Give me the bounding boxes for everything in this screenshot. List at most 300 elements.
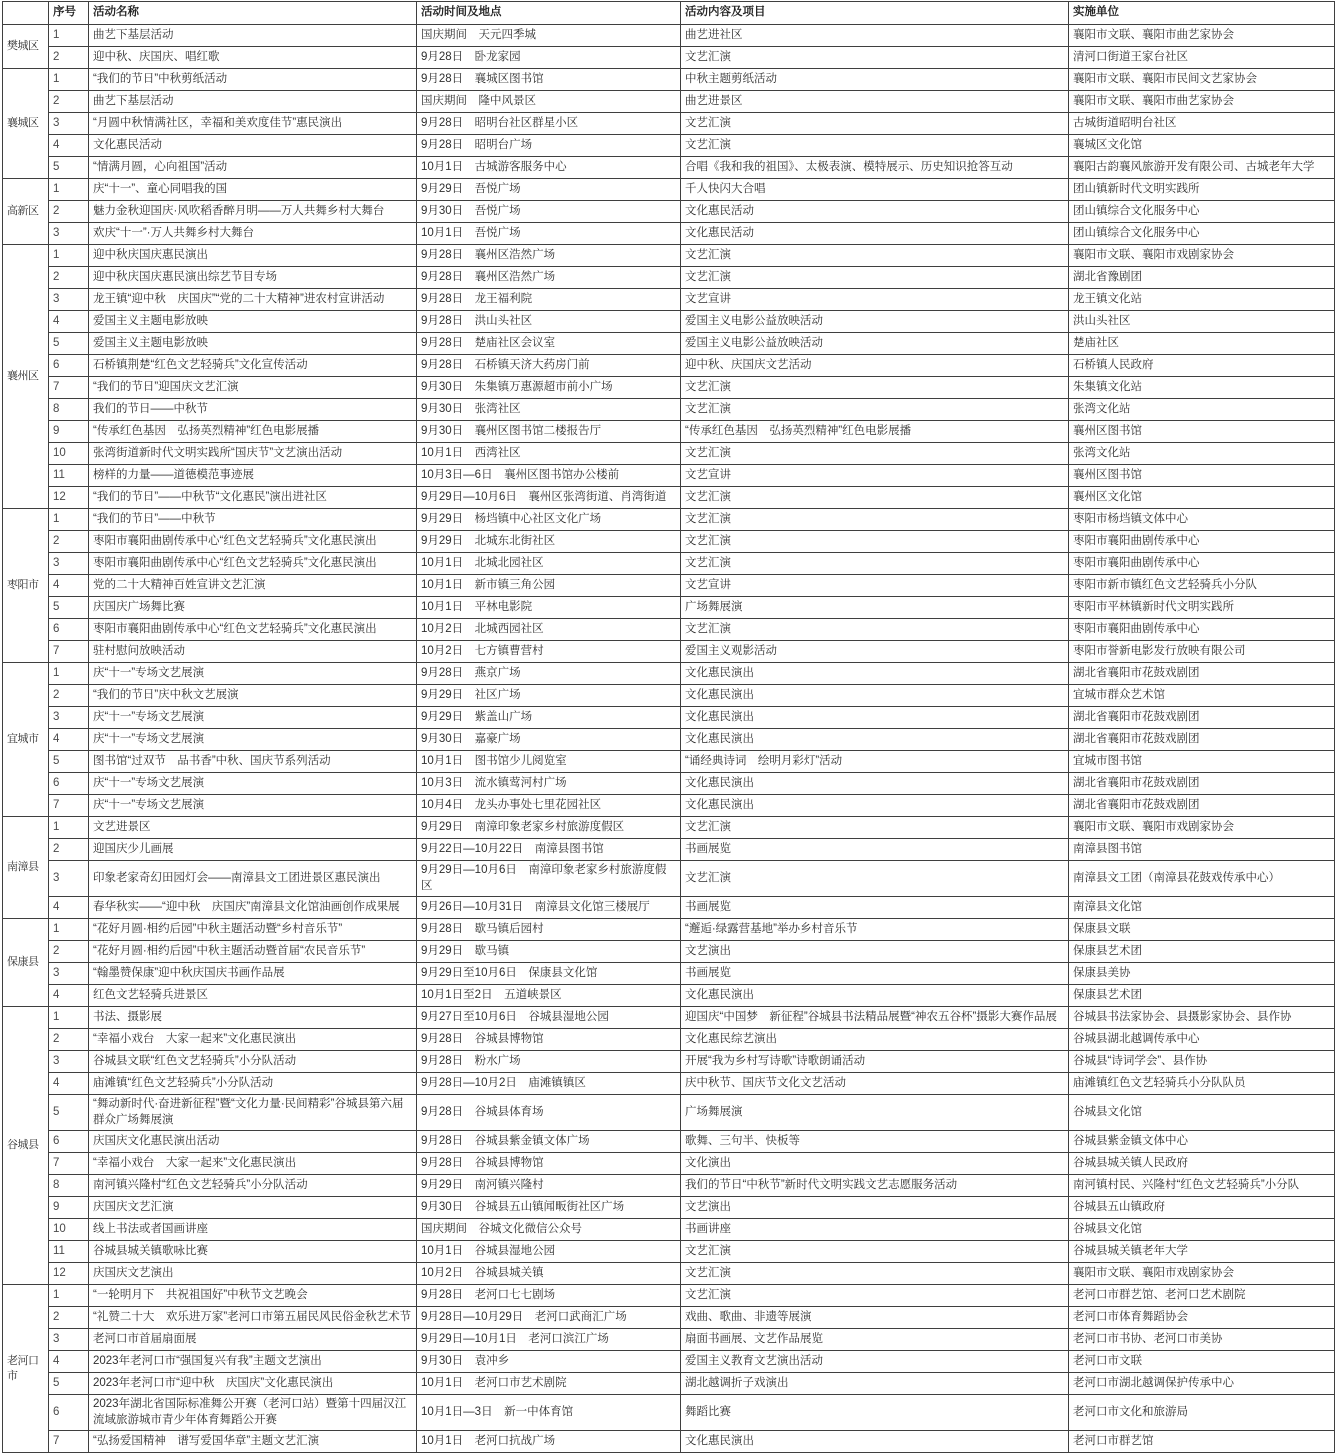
cell-name: 庆“十一”专场文艺展演 (89, 795, 417, 817)
cell-unit: 谷城县紫金镇文体中心 (1069, 1131, 1335, 1153)
time-place-header: 活动时间及地点 (417, 2, 681, 25)
cell-unit: 团山镇新时代文明实践所 (1069, 179, 1335, 201)
cell-time: 10月3日 流水镇莺河村广场 (417, 773, 681, 795)
cell-content: 文艺汇演 (681, 1285, 1069, 1307)
table-row (3, 795, 1335, 817)
cell-time: 9月29日 紫盖山广场 (417, 707, 681, 729)
cell-unit: 襄州区文化馆 (1069, 487, 1335, 509)
table-row (3, 897, 1335, 919)
cell-content: 文艺汇演 (681, 47, 1069, 69)
cell-time: 9月28日 昭明台广场 (417, 135, 681, 157)
cell-seq: 4 (49, 311, 89, 333)
cell-seq: 7 (49, 641, 89, 663)
cell-seq: 6 (49, 355, 89, 377)
cell-name: “我们的节日”——中秋节“文化惠民”演出进社区 (89, 487, 417, 509)
cell-seq: 6 (49, 1395, 89, 1431)
cell-name: 2023年湖北省国际标准舞公开赛（老河口站）暨第十四届汉江流域旅游城市青少年体育舞蹈公开赛 (89, 1395, 417, 1431)
table-row (3, 751, 1335, 773)
cell-time: 10月1日 吾悦广场 (417, 223, 681, 245)
cell-seq: 3 (49, 963, 89, 985)
cell-unit: 清河口街道王家台社区 (1069, 47, 1335, 69)
cell-seq: 9 (49, 421, 89, 443)
table-row (3, 531, 1335, 553)
cell-content: 合唱《我和我的祖国》、太极表演、模特展示、历史知识抢答互动 (681, 157, 1069, 179)
cell-time: 9月28日 石桥镇天济大药房门前 (417, 355, 681, 377)
cell-time: 9月29日—10月6日 南漳印象老家乡村旅游度假区 (417, 861, 681, 897)
cell-content: 文艺宣讲 (681, 575, 1069, 597)
cell-seq: 4 (49, 1073, 89, 1095)
table-row (3, 377, 1335, 399)
cell-seq: 1 (49, 69, 89, 91)
cell-unit: 枣阳市杨垱镇文体中心 (1069, 509, 1335, 531)
cell-name: 驻村慰问放映活动 (89, 641, 417, 663)
cell-name: 龙王镇“迎中秋 庆国庆”“党的二十大精神”进农村宣讲活动 (89, 289, 417, 311)
cell-time: 9月28日 谷城县紫金镇文体广场 (417, 1131, 681, 1153)
cell-unit: 枣阳市新市镇红色文艺轻骑兵小分队 (1069, 575, 1335, 597)
cell-seq: 3 (49, 553, 89, 575)
cell-time: 9月30日 襄州区图书馆二楼报告厅 (417, 421, 681, 443)
cell-name: “我们的节日”庆中秋文艺展演 (89, 685, 417, 707)
table-row (3, 619, 1335, 641)
table-row (3, 773, 1335, 795)
cell-seq: 3 (49, 113, 89, 135)
cell-name: 庆“十一”专场文艺展演 (89, 773, 417, 795)
cell-seq: 3 (49, 1051, 89, 1073)
cell-name: “月圆中秋情满社区，幸福和美欢度佳节”惠民演出 (89, 113, 417, 135)
cell-seq: 1 (49, 1285, 89, 1307)
cell-seq: 2 (49, 531, 89, 553)
cell-time: 9月28日—10月2日 庙滩镇镇区 (417, 1073, 681, 1095)
table-row (3, 1153, 1335, 1175)
cell-name: “我们的节日”——中秋节 (89, 509, 417, 531)
cell-name: “传承红色基因 弘扬英烈精神”红色电影展播 (89, 421, 417, 443)
cell-seq: 1 (49, 245, 89, 267)
cell-name: 红色文艺轻骑兵进景区 (89, 985, 417, 1007)
cell-name: 爱国主义主题电影放映 (89, 333, 417, 355)
cell-content: 文化惠民演出 (681, 729, 1069, 751)
table-row (3, 575, 1335, 597)
cell-name: 迎中秋、庆国庆、唱红歌 (89, 47, 417, 69)
name-header: 活动名称 (89, 2, 417, 25)
cell-name: “弘扬爱国精神 谱写爱国华章”主题文艺汇演 (89, 1431, 417, 1453)
cell-unit: 湖北省襄阳市花鼓戏剧团 (1069, 707, 1335, 729)
cell-time: 9月29日 歇马镇 (417, 941, 681, 963)
table-row (3, 963, 1335, 985)
table-row (3, 1131, 1335, 1153)
cell-unit: 襄城区文化馆 (1069, 135, 1335, 157)
cell-seq: 2 (49, 685, 89, 707)
cell-seq: 5 (49, 333, 89, 355)
cell-content: 文艺汇演 (681, 399, 1069, 421)
cell-time: 10月1日至2日 五道峡景区 (417, 985, 681, 1007)
cell-time: 9月30日 谷城县五山镇闻畈街社区广场 (417, 1197, 681, 1219)
table-row (3, 509, 1335, 531)
seq-header: 序号 (49, 2, 89, 25)
cell-content: 庆中秋节、国庆节文化文艺活动 (681, 1073, 1069, 1095)
cell-content: 爱国主义观影活动 (681, 641, 1069, 663)
cell-name: “礼赞二十大 欢乐进万家”老河口市第五届民风民俗金秋艺术节 (89, 1307, 417, 1329)
cell-seq: 2 (49, 941, 89, 963)
cell-content: 迎国庆“中国梦 新征程”谷城县书法精品展暨“神农五谷杯”摄影大赛作品展 (681, 1007, 1069, 1029)
table-row (3, 707, 1335, 729)
cell-seq: 11 (49, 465, 89, 487)
table-row (3, 1307, 1335, 1329)
cell-time: 9月30日 朱集镇万惠源超市前小广场 (417, 377, 681, 399)
cell-unit: 南漳县图书馆 (1069, 839, 1335, 861)
cell-time: 9月28日 老河口七七剧场 (417, 1285, 681, 1307)
cell-seq: 7 (49, 1431, 89, 1453)
cell-seq: 1 (49, 919, 89, 941)
cell-seq: 1 (49, 509, 89, 531)
cell-content: 舞蹈比赛 (681, 1395, 1069, 1431)
table-row (3, 311, 1335, 333)
table-row (3, 985, 1335, 1007)
cell-content: 书画展览 (681, 963, 1069, 985)
cell-content: 迎中秋、庆国庆文艺活动 (681, 355, 1069, 377)
cell-seq: 7 (49, 795, 89, 817)
cell-content: 戏曲、歌曲、非遗等展演 (681, 1307, 1069, 1329)
cell-seq: 4 (49, 135, 89, 157)
cell-name: “情满月圆，心向祖国”活动 (89, 157, 417, 179)
cell-unit: 襄阳市文联、襄阳市曲艺家协会 (1069, 91, 1335, 113)
cell-content: 爱国主义电影公益放映活动 (681, 333, 1069, 355)
cell-time: 9月26日—10月31日 南漳县文化馆三楼展厅 (417, 897, 681, 919)
cell-unit: 团山镇综合文化服务中心 (1069, 223, 1335, 245)
cell-content: 文艺汇演 (681, 487, 1069, 509)
cell-time: 9月29日 北城东北街社区 (417, 531, 681, 553)
cell-time: 9月28日 歇马镇后园村 (417, 919, 681, 941)
cell-time: 国庆期间 谷城文化微信公众号 (417, 1219, 681, 1241)
table-row (3, 245, 1335, 267)
district-cell: 谷城县 (3, 1007, 49, 1285)
cell-content: 书画展览 (681, 839, 1069, 861)
cell-unit: 老河口市体育舞蹈协会 (1069, 1307, 1335, 1329)
cell-unit: 谷城县“诗词学会”、县作协 (1069, 1051, 1335, 1073)
cell-unit: 老河口市群艺馆 (1069, 1431, 1335, 1453)
cell-unit: 襄阳市文联、襄阳市戏剧家协会 (1069, 1263, 1335, 1285)
cell-seq: 5 (49, 157, 89, 179)
cell-name: 枣阳市襄阳曲剧传承中心“红色文艺轻骑兵”文化惠民演出 (89, 619, 417, 641)
cell-time: 10月1日 图书馆少儿阅览室 (417, 751, 681, 773)
cell-name: 谷城县城关镇歌咏比赛 (89, 1241, 417, 1263)
cell-content: 湖北越调折子戏演出 (681, 1373, 1069, 1395)
table-row (3, 663, 1335, 685)
cell-seq: 12 (49, 487, 89, 509)
cell-content: 文化惠民活动 (681, 223, 1069, 245)
cell-time: 9月30日 袁冲乡 (417, 1351, 681, 1373)
cell-time: 9月28日 昭明台社区群星小区 (417, 113, 681, 135)
content-header: 活动内容及项目 (681, 2, 1069, 25)
cell-content: 文化惠民演出 (681, 663, 1069, 685)
table-row (3, 1351, 1335, 1373)
cell-seq: 6 (49, 619, 89, 641)
cell-time: 10月1日 老河口市艺术剧院 (417, 1373, 681, 1395)
cell-seq: 8 (49, 1175, 89, 1197)
cell-content: 文艺汇演 (681, 267, 1069, 289)
cell-unit: 老河口市文化和旅游局 (1069, 1395, 1335, 1431)
cell-name: “花好月圆·相约后园”中秋主题活动暨“乡村音乐节” (89, 919, 417, 941)
cell-seq: 6 (49, 1131, 89, 1153)
cell-seq: 1 (49, 1007, 89, 1029)
cell-name: 曲艺下基层活动 (89, 91, 417, 113)
cell-time: 9月30日 张湾社区 (417, 399, 681, 421)
table-row (3, 355, 1335, 377)
cell-time: 国庆期间 隆中风景区 (417, 91, 681, 113)
cell-name: “幸福小戏台 大家一起来”文化惠民演出 (89, 1029, 417, 1051)
cell-seq: 1 (49, 663, 89, 685)
cell-unit: 老河口市书协、老河口市美协 (1069, 1329, 1335, 1351)
table-row (3, 267, 1335, 289)
cell-time: 9月22日—10月22日 南漳县图书馆 (417, 839, 681, 861)
table-row (3, 1431, 1335, 1453)
table-row (3, 919, 1335, 941)
cell-unit: 枣阳市誉新电影发行放映有限公司 (1069, 641, 1335, 663)
district-cell: 宜城市 (3, 663, 49, 817)
cell-time: 10月4日 龙头办事处七里花园社区 (417, 795, 681, 817)
table-row (3, 1175, 1335, 1197)
cell-content: “诵经典诗词 绘明月彩灯”活动 (681, 751, 1069, 773)
cell-name: “我们的节日”中秋剪纸活动 (89, 69, 417, 91)
cell-name: 张湾街道新时代文明实践所“国庆节”文艺演出活动 (89, 443, 417, 465)
cell-unit: 保康县文联 (1069, 919, 1335, 941)
cell-content: 爱国主义电影公益放映活动 (681, 311, 1069, 333)
district-cell: 枣阳市 (3, 509, 49, 663)
cell-unit: 枣阳市襄阳曲剧传承中心 (1069, 531, 1335, 553)
cell-unit: 枣阳市平林镇新时代文明实践所 (1069, 597, 1335, 619)
cell-time: 9月28日—10月29日 老河口武商汇广场 (417, 1307, 681, 1329)
cell-unit: 团山镇综合文化服务中心 (1069, 201, 1335, 223)
district-cell: 南漳县 (3, 817, 49, 919)
table-row (3, 1329, 1335, 1351)
cell-unit: 古城街道昭明台社区 (1069, 113, 1335, 135)
cell-unit: 湖北省襄阳市花鼓戏剧团 (1069, 663, 1335, 685)
table-row (3, 157, 1335, 179)
cell-unit: 老河口市文联 (1069, 1351, 1335, 1373)
cell-name: 文艺进景区 (89, 817, 417, 839)
cell-content: 文艺汇演 (681, 817, 1069, 839)
cell-content: “传承红色基因 弘扬英烈精神”红色电影展播 (681, 421, 1069, 443)
cell-time: 9月29日至10月6日 保康县文化馆 (417, 963, 681, 985)
cell-time: 9月29日 南漳印象老家乡村旅游度假区 (417, 817, 681, 839)
cell-seq: 1 (49, 25, 89, 47)
table-row (3, 1241, 1335, 1263)
district-header (3, 2, 49, 25)
table-row (3, 1095, 1335, 1131)
cell-time: 9月29日 杨垱镇中心社区文化广场 (417, 509, 681, 531)
cell-time: 10月1日—3日 新一中体育馆 (417, 1395, 681, 1431)
cell-time: 9月30日 吾悦广场 (417, 201, 681, 223)
cell-seq: 2 (49, 839, 89, 861)
cell-name: 庆“十一”专场文艺展演 (89, 663, 417, 685)
cell-name: 印象老家奇幻田园灯会——南漳县文工团进景区惠民演出 (89, 861, 417, 897)
cell-unit: 张湾文化站 (1069, 399, 1335, 421)
cell-name: 谷城县文联“红色文艺轻骑兵”小分队活动 (89, 1051, 417, 1073)
district-cell: 高新区 (3, 179, 49, 245)
table-header (3, 2, 1335, 25)
cell-name: 迎中秋庆国庆惠民演出综艺节目专场 (89, 267, 417, 289)
table-row (3, 1285, 1335, 1307)
cell-name: 曲艺下基层活动 (89, 25, 417, 47)
cell-name: 庆国庆广场舞比赛 (89, 597, 417, 619)
cell-unit: 襄阳市文联、襄阳市戏剧家协会 (1069, 245, 1335, 267)
district-cell: 樊城区 (3, 25, 49, 69)
cell-content: 文艺汇演 (681, 245, 1069, 267)
cell-time: 9月29日 吾悦广场 (417, 179, 681, 201)
cell-time: 9月29日—10月6日 襄州区张湾街道、肖湾街道 (417, 487, 681, 509)
table-row (3, 817, 1335, 839)
cell-unit: 保康县艺术团 (1069, 941, 1335, 963)
cell-seq: 10 (49, 443, 89, 465)
cell-content: 歌舞、三句半、快板等 (681, 1131, 1069, 1153)
cell-content: 文化惠民综艺演出 (681, 1029, 1069, 1051)
table-row (3, 641, 1335, 663)
cell-content: 文艺汇演 (681, 553, 1069, 575)
cell-content: 文艺汇演 (681, 443, 1069, 465)
cell-seq: 2 (49, 91, 89, 113)
cell-time: 10月1日 平林电影院 (417, 597, 681, 619)
table-row (3, 1073, 1335, 1095)
cell-unit: 龙王镇文化站 (1069, 289, 1335, 311)
cell-time: 10月1日 谷城县湿地公园 (417, 1241, 681, 1263)
cell-unit: 枣阳市襄阳曲剧传承中心 (1069, 553, 1335, 575)
table-row (3, 861, 1335, 897)
cell-seq: 2 (49, 201, 89, 223)
cell-unit: 石桥镇人民政府 (1069, 355, 1335, 377)
table-row (3, 729, 1335, 751)
cell-unit: 襄阳市文联、襄阳市民间文艺家协会 (1069, 69, 1335, 91)
cell-name: 榜样的力量——道德模范事迹展 (89, 465, 417, 487)
table-row (3, 1395, 1335, 1431)
table-row (3, 1373, 1335, 1395)
table-row (3, 179, 1335, 201)
cell-time: 9月28日 谷城县体育场 (417, 1095, 681, 1131)
cell-content: 广场舞展演 (681, 1095, 1069, 1131)
cell-time: 9月28日 谷城县博物馆 (417, 1029, 681, 1051)
cell-unit: 谷城县文化馆 (1069, 1095, 1335, 1131)
cell-seq: 2 (49, 267, 89, 289)
cell-name: 南河镇兴隆村“红色文艺轻骑兵”小分队活动 (89, 1175, 417, 1197)
cell-time: 10月1日 老河口抗战广场 (417, 1431, 681, 1453)
cell-seq: 9 (49, 1197, 89, 1219)
table-row (3, 443, 1335, 465)
cell-unit: 襄州区图书馆 (1069, 421, 1335, 443)
cell-unit: 保康县艺术团 (1069, 985, 1335, 1007)
cell-unit: 谷城县湖北越调传承中心 (1069, 1029, 1335, 1051)
cell-time: 10月1日 古城游客服务中心 (417, 157, 681, 179)
table-row (3, 1051, 1335, 1073)
cell-content: 中秋主题剪纸活动 (681, 69, 1069, 91)
cell-name: “我们的节日”迎国庆文艺汇演 (89, 377, 417, 399)
cell-name: 图书馆“过双节 品书香”中秋、国庆节系列活动 (89, 751, 417, 773)
cell-time: 9月30日 嘉豪广场 (417, 729, 681, 751)
cell-unit: 湖北省襄阳市花鼓戏剧团 (1069, 729, 1335, 751)
table-row (3, 113, 1335, 135)
district-cell: 老河口市 (3, 1285, 49, 1453)
district-cell: 襄州区 (3, 245, 49, 509)
table-row (3, 91, 1335, 113)
cell-seq: 5 (49, 1095, 89, 1131)
cell-time: 国庆期间 天元四季城 (417, 25, 681, 47)
table-row (3, 47, 1335, 69)
cell-seq: 5 (49, 597, 89, 619)
cell-content: 文化演出 (681, 1153, 1069, 1175)
cell-content: 文艺演出 (681, 941, 1069, 963)
cell-content: 文艺汇演 (681, 1263, 1069, 1285)
cell-unit: 湖北省豫剧团 (1069, 267, 1335, 289)
cell-content: 文艺汇演 (681, 509, 1069, 531)
cell-time: 9月28日 卧龙家园 (417, 47, 681, 69)
cell-name: 庆“十一”专场文艺展演 (89, 729, 417, 751)
cell-name: 老河口市首届扇面展 (89, 1329, 417, 1351)
cell-unit: 谷城县城关镇人民政府 (1069, 1153, 1335, 1175)
cell-name: 枣阳市襄阳曲剧传承中心“红色文艺轻骑兵”文化惠民演出 (89, 553, 417, 575)
cell-seq: 2 (49, 1029, 89, 1051)
cell-time: 9月29日—10月1日 老河口滨江广场 (417, 1329, 681, 1351)
cell-content: 我们的节日“中秋节”新时代文明实践文艺志愿服务活动 (681, 1175, 1069, 1197)
table-row (3, 1197, 1335, 1219)
unit-header: 实施单位 (1069, 2, 1335, 25)
cell-seq: 7 (49, 1153, 89, 1175)
cell-content: 书画讲座 (681, 1219, 1069, 1241)
table-row (3, 597, 1335, 619)
cell-seq: 11 (49, 1241, 89, 1263)
table-row (3, 223, 1335, 245)
cell-seq: 4 (49, 1351, 89, 1373)
cell-unit: 谷城县文化馆 (1069, 1219, 1335, 1241)
cell-seq: 4 (49, 985, 89, 1007)
cell-seq: 10 (49, 1219, 89, 1241)
cell-content: “邂逅·绿露营基地”举办乡村音乐节 (681, 919, 1069, 941)
cell-name: 文化惠民活动 (89, 135, 417, 157)
cell-unit: 宜城市图书馆 (1069, 751, 1335, 773)
cell-unit: 谷城县城关镇老年大学 (1069, 1241, 1335, 1263)
cell-time: 10月2日 谷城县城关镇 (417, 1263, 681, 1285)
cell-seq: 4 (49, 575, 89, 597)
table-row (3, 399, 1335, 421)
cell-name: “花好月圆·相约后园”中秋主题活动暨首届“农民音乐节” (89, 941, 417, 963)
cell-content: 爱国主义教育文艺演出活动 (681, 1351, 1069, 1373)
table-row (3, 1029, 1335, 1051)
cell-seq: 1 (49, 179, 89, 201)
table-row (3, 1219, 1335, 1241)
cell-seq: 12 (49, 1263, 89, 1285)
header-row (3, 2, 1335, 25)
activities-table (2, 1, 1335, 1453)
cell-content: 广场舞展演 (681, 597, 1069, 619)
cell-unit: 枣阳市襄阳曲剧传承中心 (1069, 619, 1335, 641)
cell-content: 文化惠民演出 (681, 985, 1069, 1007)
table-row (3, 201, 1335, 223)
table-row (3, 941, 1335, 963)
cell-name: 庆“十一”专场文艺展演 (89, 707, 417, 729)
cell-content: 文化惠民活动 (681, 201, 1069, 223)
cell-unit: 湖北省襄阳市花鼓戏剧团 (1069, 795, 1335, 817)
cell-time: 10月1日 西湾社区 (417, 443, 681, 465)
cell-content: 文艺汇演 (681, 619, 1069, 641)
cell-name: 我们的节日——中秋节 (89, 399, 417, 421)
cell-content: 文艺汇演 (681, 1241, 1069, 1263)
cell-content: 开展“我为乡村写诗歌”诗歌朗诵活动 (681, 1051, 1069, 1073)
cell-seq: 5 (49, 751, 89, 773)
cell-name: “翰墨赞保康”迎中秋庆国庆书画作品展 (89, 963, 417, 985)
cell-seq: 2 (49, 1307, 89, 1329)
cell-unit: 襄阳市文联、襄阳市曲艺家协会 (1069, 25, 1335, 47)
cell-content: 扇面书画展、文艺作品展览 (681, 1329, 1069, 1351)
cell-name: 迎国庆少儿画展 (89, 839, 417, 861)
table-row (3, 685, 1335, 707)
cell-content: 文艺汇演 (681, 113, 1069, 135)
cell-time: 9月28日 谷城县博物馆 (417, 1153, 681, 1175)
